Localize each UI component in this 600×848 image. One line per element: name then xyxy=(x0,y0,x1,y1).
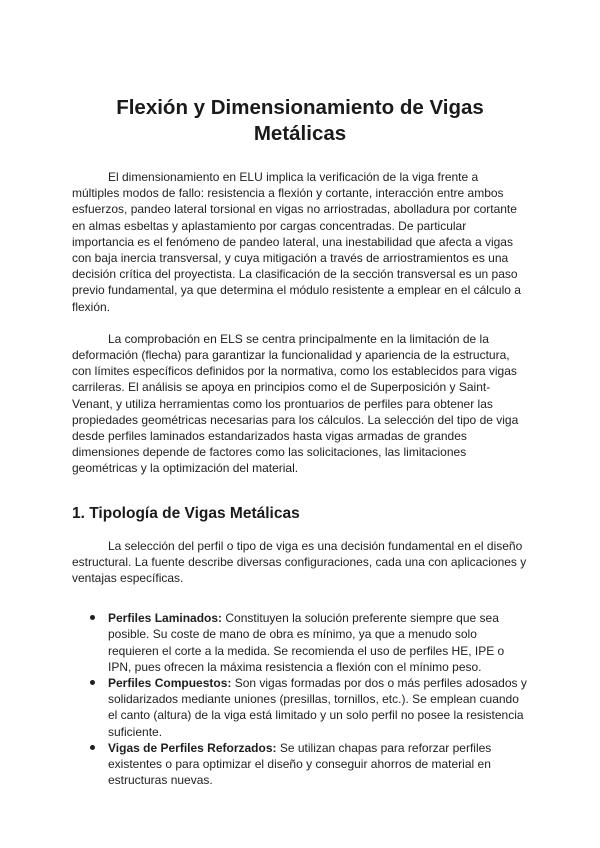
section-heading-tipologia: 1. Tipología de Vigas Metálicas xyxy=(72,504,300,522)
section-intro: La selección del perfil o tipo de viga es una decisión fundamental en el diseño estructural. La fuente describe diversas configuraciones, cada una con aplicaciones y ventajas específicas. xyxy=(72,538,527,586)
paragraph-els: La comprobación en ELS se centra principalmente en la limitación de la deformación (flecha) para garantizar la funcionalidad y apariencia de la estructura, con límites específicos definidos por la normativa, como los establecidos para vigas carrileras. El análisis se apoya en principios como el de Superposición y Saint-Venant, y utiliza herramientas como los prontuarios de perfiles para obtener las propiedades geométricas necesarias para los cálculos. La selección del tipo de viga desde perfiles laminados estandarizados hasta vigas armadas de grandes dimensiones depende de factores como las solicitaciones, las limitaciones geométricas y la optimización del material. xyxy=(72,331,519,476)
bullet-icon xyxy=(90,615,95,620)
bullet-text: Constituyen la solución preferente siempre que sea posible. Su coste de mano de obra es mínimo, ya que a menudo solo requieren el corte a la medida. Se recomienda el uso de perfiles HE, IPE o IPN, pues ofrecen la máxima resistencia a flexión con el mínimo peso. xyxy=(108,611,505,674)
bullet-text: Son vigas formadas por dos o más perfiles adosados y solidarizados mediante uniones (presillas, tornillos, etc.). Se emplean cuando el canto (altura) de la viga está limitado y un solo perfil no posee la resistencia suficiente. xyxy=(108,676,527,739)
document-title: Flexión y Dimensionamiento de Vigas Metálicas xyxy=(116,96,484,145)
paragraph-elu: El dimensionamiento en ELU implica la verificación de la viga frente a múltiples modos de fallo: resistencia a flexión y cortante, interacción entre ambos esfuerzos, pandeo lateral torsional en vigas no arriostradas, abolladura por cortante en almas esbeltas y aplastamiento por cargas concentradas. De particular importancia es el fenómeno de pandeo lateral, una inestabilidad que afecta a vigas con baja inercia transversal, y cuya mitigación a través de arriostramientos es una decisión crítica del proyectista. La clasificación de la sección transversal es un paso previo fundamental, ya que determina el módulo resistente a emplear en el cálculo a flexión. xyxy=(72,170,521,314)
bullet-term: Perfiles Laminados: xyxy=(108,611,223,626)
bullet-icon xyxy=(90,745,95,750)
list-item xyxy=(72,675,528,740)
list-item xyxy=(72,740,528,789)
document-page xyxy=(72,95,528,789)
list-item xyxy=(72,610,528,675)
bullet-term: Perfiles Compuestos: xyxy=(108,676,232,691)
tipologia-list xyxy=(72,610,528,788)
bullet-text: Se utilizan chapas para reforzar perfiles existentes o para optimizar el diseño y conseguir ahorros de material en estructuras nuevas. xyxy=(108,740,492,788)
bullet-icon xyxy=(90,680,95,685)
bullet-term: Vigas de Perfiles Reforzados: xyxy=(108,740,277,755)
